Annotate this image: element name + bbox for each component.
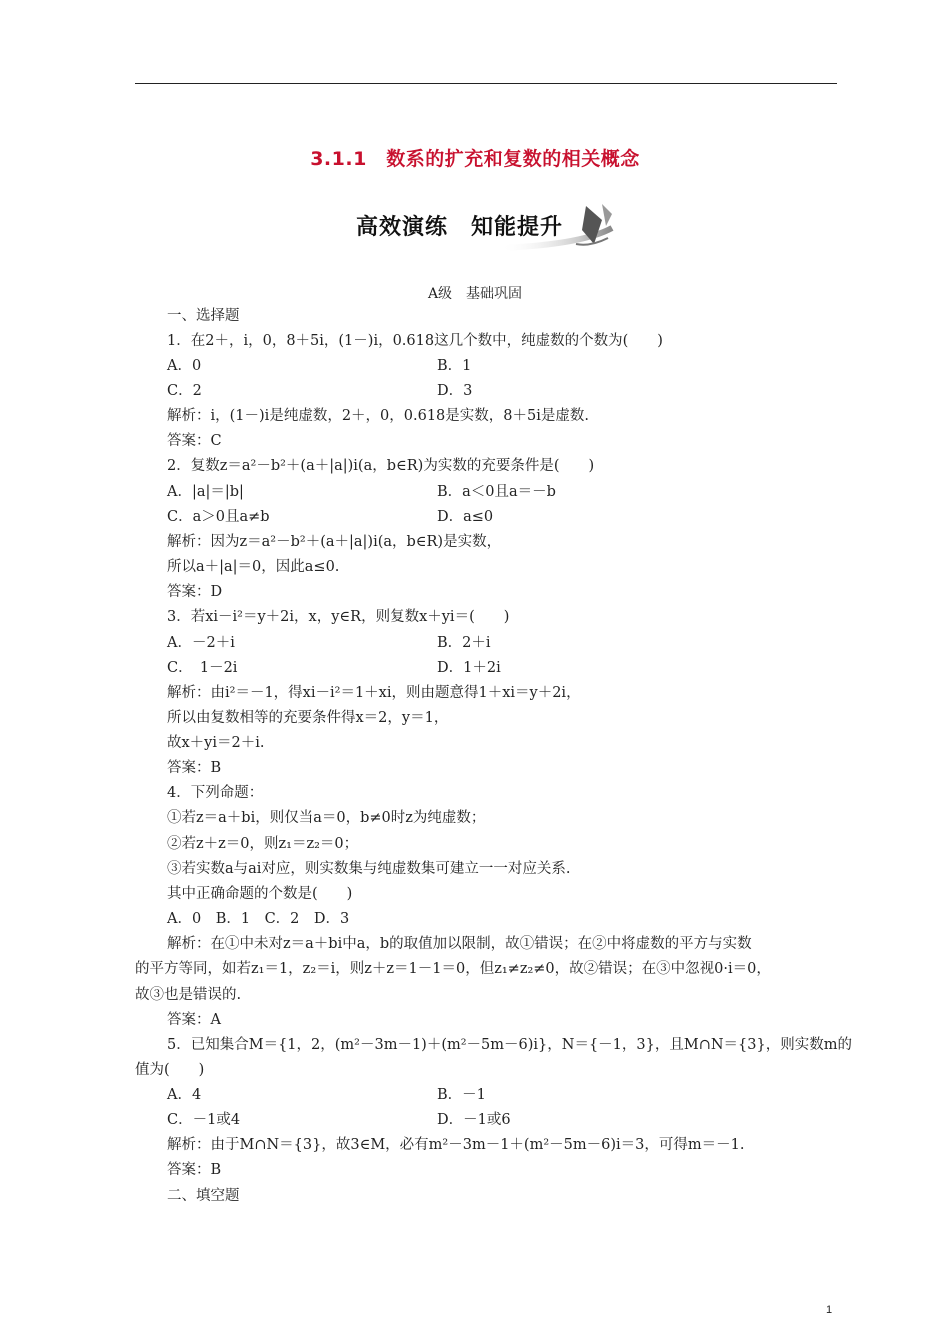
option: A．|a|＝|b| bbox=[167, 484, 244, 500]
banner-text: 高效演练 知能提升 bbox=[356, 215, 564, 240]
section-heading: 二、填空题 bbox=[167, 1188, 240, 1204]
statement: ①若z＝a＋bi，则仅当a＝0，b≠0时z为纯虚数； bbox=[167, 810, 486, 826]
analysis: 解析：由i²＝－1，得xi－i²＝1＋xi，则由题意得1＋xi＝y＋2i， bbox=[167, 685, 581, 701]
options: A．0 B．1 C．2 D．3 bbox=[167, 911, 350, 927]
analysis: 故③也是错误的. bbox=[135, 987, 242, 1003]
analysis: 故x＋yi＝2＋i. bbox=[167, 735, 265, 751]
option: B．1 bbox=[437, 358, 472, 374]
question-5: 5．已知集合M＝{1，2，(m²－3m－1)＋(m²－5m－6)i}，N＝{－1，3}，且M∩N＝{3}，则实数m的 bbox=[167, 1037, 852, 1053]
option: B．－1 bbox=[437, 1087, 486, 1103]
page-number: 1 bbox=[826, 1304, 833, 1316]
option: C．－1或4 bbox=[167, 1112, 241, 1128]
page-title: 3.1.1 数系的扩充和复数的相关概念 bbox=[310, 148, 640, 170]
option: B．a＜0且a＝－b bbox=[437, 484, 556, 500]
option: D．－1或6 bbox=[437, 1112, 511, 1128]
option: A．4 bbox=[167, 1087, 202, 1103]
answer: 答案：B bbox=[167, 1162, 222, 1178]
analysis: 所以由复数相等的充要条件得x＝2，y＝1， bbox=[167, 710, 449, 726]
answer: 答案：C bbox=[167, 433, 222, 449]
option: A．0 bbox=[167, 358, 202, 374]
analysis: 解析：i，(1－)i是纯虚数，2＋，0，0.618是实数，8＋5i是虚数. bbox=[167, 408, 589, 424]
answer: 答案：D bbox=[167, 584, 223, 600]
section-heading: 一、选择题 bbox=[167, 308, 240, 324]
question-1: 1．在2＋，i，0，8＋5i，(1－)i，0.618这几个数中，纯虚数的个数为( ) bbox=[167, 333, 663, 349]
analysis: 解析：因为z＝a²－b²＋(a＋|a|)i(a，b∈R)是实数， bbox=[167, 534, 502, 550]
question-4: 4．下列命题： bbox=[167, 785, 264, 801]
option: B．2＋i bbox=[437, 635, 491, 651]
analysis: 解析：由于M∩N＝{3}，故3∈M，必有m²－3m－1＋(m²－5m－6)i＝3，可得m＝－1. bbox=[167, 1137, 745, 1153]
header-rule bbox=[135, 83, 837, 84]
question-3: 3．若xi－i²＝y＋2i，x，y∈R，则复数x＋yi＝( ) bbox=[167, 609, 510, 625]
question-4-prompt: 其中正确命题的个数是( ) bbox=[167, 886, 353, 902]
answer: 答案：A bbox=[167, 1012, 221, 1028]
option: C． 1－2i bbox=[167, 660, 238, 676]
analysis: 的平方等同，如若z₁＝1，z₂＝i，则z＋z＝1－1＝0，但z₁≠z₂≠0，故②错误；在③中忽视0·i＝0， bbox=[135, 961, 771, 977]
option: C．a＞0且a≠b bbox=[167, 509, 270, 525]
banner bbox=[350, 200, 620, 252]
option: C．2 bbox=[167, 383, 202, 399]
statement: ②若z＋z＝0，则z₁＝z₂＝0； bbox=[167, 836, 359, 852]
analysis: 所以a＋|a|＝0，因此a≤0. bbox=[167, 559, 340, 575]
option: D．a≤0 bbox=[437, 509, 494, 525]
answer: 答案：B bbox=[167, 760, 222, 776]
option: D．3 bbox=[437, 383, 473, 399]
option: A．－2＋i bbox=[167, 635, 235, 651]
level-heading: A级 基础巩固 bbox=[427, 286, 523, 302]
question-2: 2．复数z＝a²－b²＋(a＋|a|)i(a，b∈R)为实数的充要条件是( ) bbox=[167, 458, 595, 474]
statement: ③若实数a与ai对应，则实数集与纯虚数集可建立一一对应关系. bbox=[167, 861, 571, 877]
option: D．1＋2i bbox=[437, 660, 501, 676]
analysis: 解析：在①中未对z＝a＋bi中a，b的取值加以限制，故①错误；在②中将虚数的平方与实数 bbox=[167, 936, 752, 952]
question-5-cont: 值为( ) bbox=[135, 1062, 205, 1078]
